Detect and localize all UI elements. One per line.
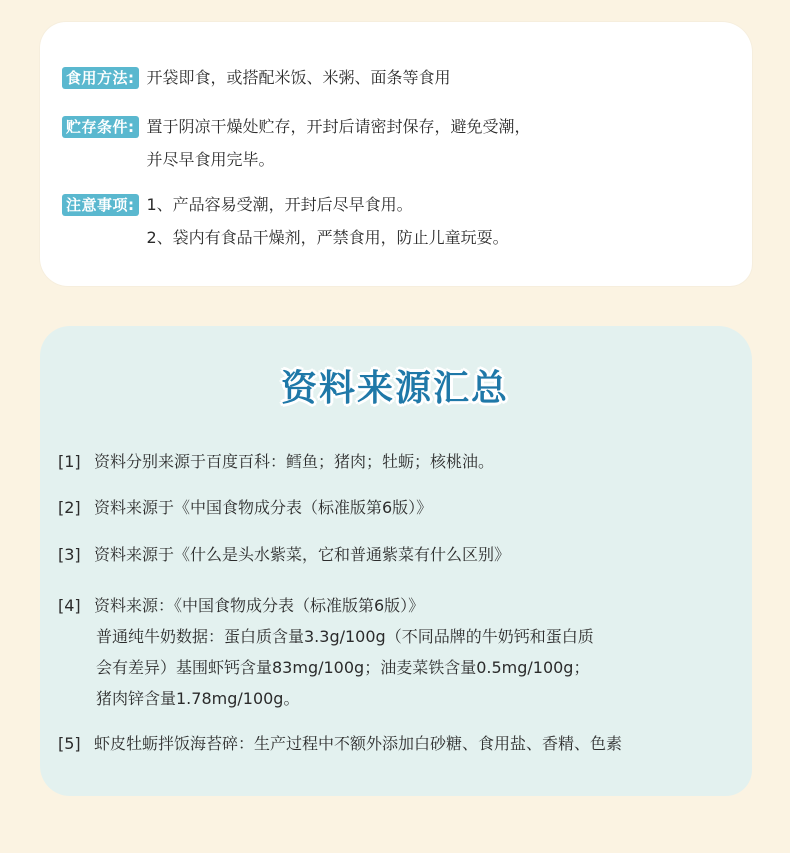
- source-line: 虾皮牡蛎拌饭海苔碎：生产过程中不额外添加白砂糖、食用盐、香精、色素: [94, 734, 623, 753]
- source-line: 会有差异）基围虾钙含量83mg/100g；油麦菜铁含量0.5mg/100g；: [96, 658, 590, 677]
- source-line: 资料来源：《中国食物成分表（标准版第6版）》: [94, 596, 425, 615]
- storage-line-2: 并尽早食用完毕。: [146, 150, 275, 169]
- source-item-2: [58, 492, 432, 523]
- usage-line: 开袋即食，或搭配米饭、米粥、面条等食用: [146, 68, 451, 87]
- source-number: [2]: [58, 498, 81, 517]
- notes-line-2: 2、袋内有食品干燥剂，严禁食用，防止儿童玩耍。: [146, 228, 509, 247]
- sources-title: 资料来源汇总: [280, 368, 509, 409]
- notes-row: [62, 194, 509, 254]
- storage-tag: 贮存条件:: [62, 116, 139, 138]
- usage-text: [147, 61, 451, 94]
- source-line: 资料分别来源于百度百科：鳕鱼；猪肉；牡蛎；核桃油。: [94, 452, 495, 471]
- source-number: [3]: [58, 545, 81, 564]
- source-number: [5]: [58, 734, 81, 753]
- source-line: 普通纯牛奶数据：蛋白质含量3.3g/100g（不同品牌的牛奶钙和蛋白质: [96, 627, 594, 646]
- storage-line-1: 置于阴凉干燥处贮存，开封后请密封保存，避免受潮，: [146, 117, 531, 136]
- usage-tag: 食用方法:: [62, 67, 139, 89]
- notes-text: [147, 188, 509, 254]
- source-item-3: [58, 539, 510, 570]
- source-number: [4]: [58, 596, 81, 615]
- notes-line-1: 1、产品容易受潮，开封后尽早食用。: [146, 195, 413, 214]
- source-item-1: [58, 446, 494, 477]
- source-item-5: [58, 728, 622, 759]
- source-item-4: [58, 590, 594, 714]
- usage-row: [62, 67, 451, 94]
- notes-tag: 注意事项:: [62, 194, 139, 216]
- source-line: 猪肉锌含量1.78mg/100g。: [96, 689, 300, 708]
- source-line: 资料来源于《中国食物成分表（标准版第6版）》: [94, 498, 433, 517]
- source-number: [1]: [58, 452, 81, 471]
- storage-row: [62, 116, 531, 176]
- storage-text: [147, 110, 531, 176]
- source-line: 资料来源于《什么是头水紫菜，它和普通紫菜有什么区别》: [94, 545, 511, 564]
